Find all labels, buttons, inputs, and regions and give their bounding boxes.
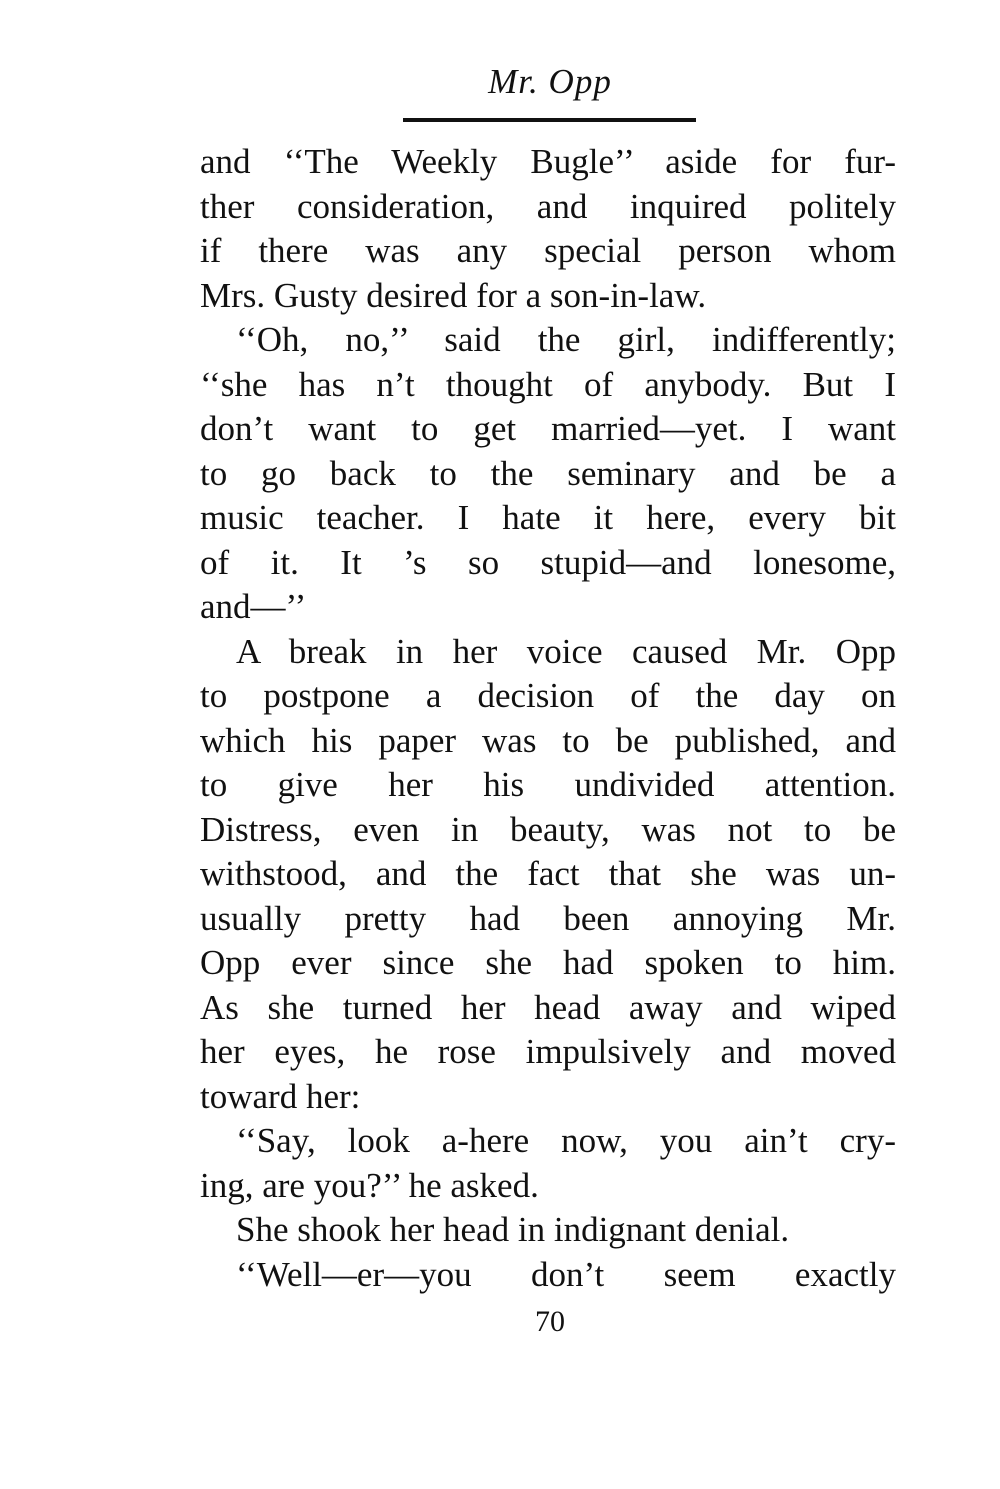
text-line: music teacher. I hate it here, every bit: [200, 498, 896, 537]
body-text: [200, 140, 896, 1297]
text-line: and ‘‘The Weekly Bugle’’ aside for fur-: [200, 142, 896, 181]
text-line: As she turned her head away and wiped: [200, 987, 896, 1027]
text-line: ing, are you?’’ he asked.: [200, 1165, 539, 1205]
text-line: if there was any special person whom: [200, 231, 896, 270]
text-line: ‘‘Say, look a-here now, you ain’t cry-: [236, 1121, 896, 1160]
text-line: ther consideration, and inquired politely: [200, 186, 896, 226]
text-line: ‘‘Oh, no,’’ said the girl, indifferently;: [236, 320, 896, 359]
text-line: usually pretty had been annoying Mr.: [200, 898, 896, 938]
text-line: A break in her voice caused Mr. Opp: [236, 631, 896, 671]
text-line: withstood, and the fact that she was un-: [200, 854, 896, 893]
page-number: 70: [535, 1305, 565, 1338]
text-line: of it. It ’s so stupid—and lonesome,: [200, 542, 896, 582]
text-line: Mrs. Gusty desired for a son-in-law.: [200, 275, 707, 315]
text-line: She shook her head in indignant denial.: [236, 1210, 790, 1249]
text-line: Distress, even in beauty, was not to be: [200, 809, 896, 849]
text-line: her eyes, he rose impulsively and moved: [200, 1032, 896, 1071]
text-line: to give her his undivided attention.: [200, 765, 896, 804]
text-line: Opp ever since she had spoken to him.: [200, 943, 896, 982]
text-line: ‘‘she has n’t thought of anybody. But I: [200, 364, 896, 404]
text-line: to postpone a decision of the day on: [200, 676, 896, 715]
running-head: Mr. Opp: [488, 62, 612, 101]
text-line: which his paper was to be published, and: [200, 720, 896, 760]
text-line: to go back to the seminary and be a: [200, 453, 896, 493]
header-rule: [403, 118, 696, 122]
text-line: toward her:: [200, 1076, 361, 1116]
text-line: ‘‘Well—er—you don’t seem exactly: [236, 1254, 896, 1294]
text-line: and—’’: [200, 587, 307, 626]
text-line: don’t want to get married—yet. I want: [200, 409, 896, 448]
